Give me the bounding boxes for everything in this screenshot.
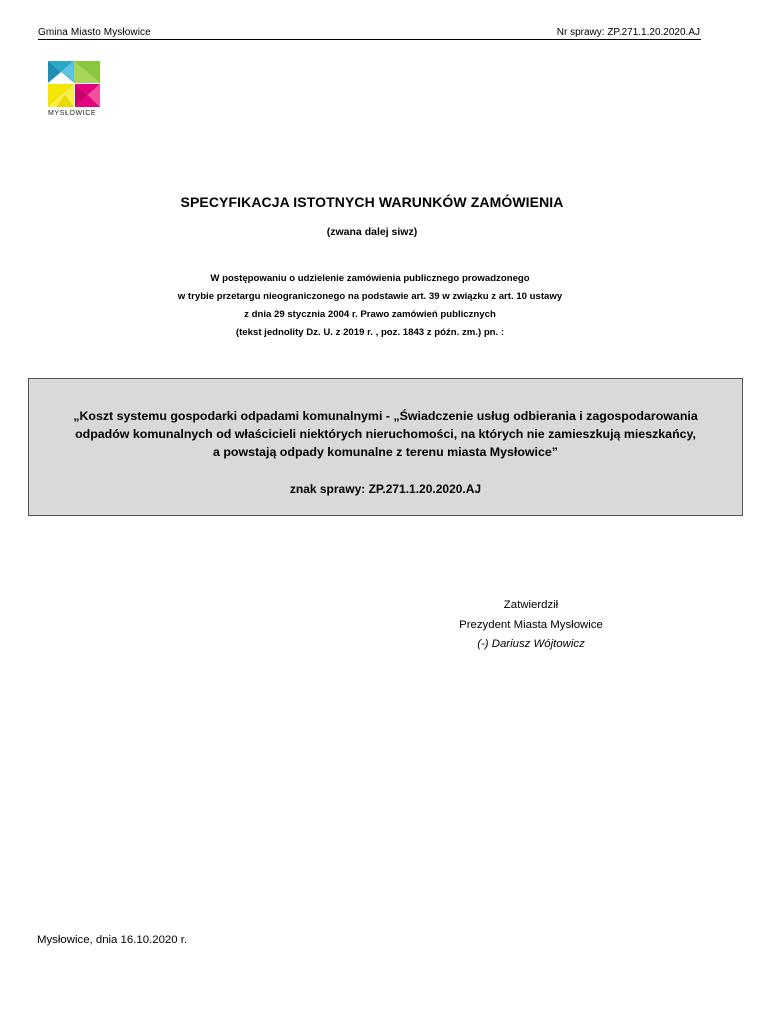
document-subtitle: (zwana dalej siwz) — [326, 226, 418, 238]
subject-line: „Koszt systemu gospodarki odpadami komunalnymi - „Świadczenie usług odbierania i zagospodarowania — [73, 409, 698, 423]
subject-line: odpadów komunalnych od właścicieli niektórych nieruchomości, na których nie zamieszkują mieszkańcy, — [75, 427, 696, 441]
subject-line: a powstają odpady komunalne z terenu miasta Mysłowice” — [213, 445, 558, 459]
approval-role: Prezydent Miasta Mysłowice — [459, 618, 603, 631]
subject-box — [28, 378, 743, 516]
subject-case-mark: znak sprawy: ZP.271.1.20.2020.AJ — [289, 482, 482, 496]
subject-title — [29, 407, 742, 461]
header-municipality: Gmina Miasto Mysłowice — [38, 27, 151, 38]
header-divider — [38, 39, 701, 40]
document-title: SPECYFIKACJA ISTOTNYCH WARUNKÓW ZAMÓWIENIA — [180, 194, 564, 210]
approval-signer: (-) Dariusz Wójtowicz — [477, 638, 585, 650]
approval-block — [420, 596, 642, 655]
place-date: Mysłowice, dnia 16.10.2020 r. — [37, 934, 188, 946]
procedure-line: (tekst jednolity Dz. U. z 2019 r. , poz. 1843 z późn. zm.) pn. : — [235, 327, 505, 338]
procedure-line: W postępowaniu o udzielenie zamówienia publicznego prowadzonego — [210, 273, 530, 284]
approval-label: Zatwierdził — [503, 599, 559, 611]
procedure-line: w trybie przetargu nieograniczonego na podstawie art. 39 w związku z art. 10 ustawy — [177, 291, 563, 302]
logo-text: MYSŁOWICE — [48, 110, 97, 117]
logo — [48, 61, 102, 117]
procedure-line: z dnia 29 stycznia 2004 r. Prawo zamówień publicznych — [244, 309, 496, 320]
header-case-number: Nr sprawy: ZP.271.1.20.2020.AJ — [556, 27, 700, 38]
myslowice-logo-icon — [48, 61, 100, 107]
procedure-description — [0, 270, 740, 342]
